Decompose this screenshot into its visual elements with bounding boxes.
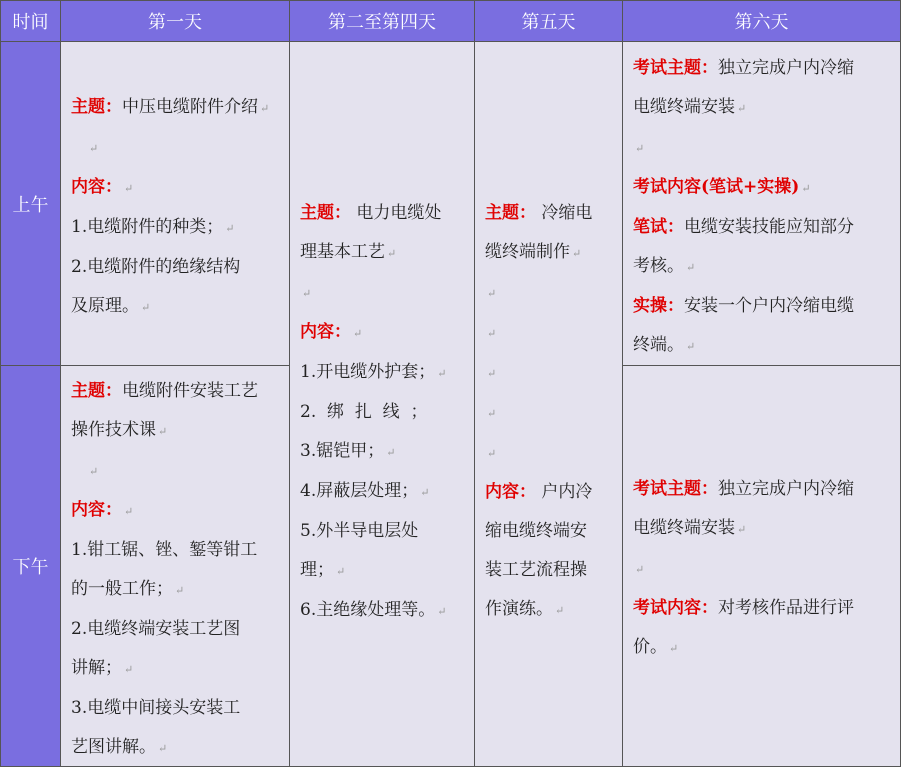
day6-pm-topic-b: 电缆终端安装: [633, 518, 735, 538]
header-day2to4-label: 第二至第四天: [328, 12, 436, 33]
paragraph-mark: ↵: [420, 486, 430, 499]
paragraph-mark: ↵: [669, 642, 679, 655]
paragraph-mark: ↵: [737, 523, 747, 536]
day5-content-c: 装工艺流程操: [485, 560, 587, 580]
day1-pm-item2b-text: 讲解；: [71, 658, 122, 678]
paragraph-mark: ↵: [141, 301, 151, 314]
day2to4-item4: [300, 472, 466, 512]
day6-am-written-line2: [633, 247, 892, 287]
day1-am-item1: [71, 208, 281, 248]
day1-pm-item1b: [71, 570, 281, 610]
paragraph-mark: ↵: [336, 565, 346, 578]
day6-pm-content-a: 对考核作品进行评: [718, 598, 854, 618]
day2to4-item1-text: 1.开电缆外护套；: [300, 362, 436, 382]
day1-am-topic-line: [71, 88, 281, 128]
day6-afternoon-cell: [622, 365, 901, 767]
day2to4-topic-text-b: 理基本工艺: [300, 242, 385, 262]
paragraph-mark: ↵: [737, 102, 747, 115]
day5-cell: [474, 41, 623, 767]
paragraph-mark: ↵: [302, 287, 312, 300]
day5-topic-line2: [485, 233, 614, 273]
paragraph-mark: ↵: [158, 425, 168, 438]
day6-am-topic-line2: [633, 88, 892, 128]
day1-am-item2a: [71, 248, 281, 287]
header-day6-label: 第六天: [734, 12, 789, 33]
paragraph-mark: ↵: [89, 465, 99, 478]
day5-topic-text-b: 缆终端制作: [485, 242, 570, 262]
paragraph-mark: ↵: [635, 142, 645, 155]
day6-pm-topic-line2: [633, 509, 892, 549]
day5-topic-line: [485, 194, 614, 233]
paragraph-mark: ↵: [386, 446, 396, 459]
day5-content-d: 作演练。: [485, 599, 553, 619]
paragraph-mark: ↵: [175, 584, 185, 597]
day2to4-topic-text-a: 电力电缆处: [356, 203, 442, 223]
day6-am-written-label: 笔试：: [633, 217, 684, 237]
header-day6: [622, 0, 901, 42]
day1-pm-item1a-text: 1.钳工锯、锉、錾等钳工: [71, 540, 258, 560]
day6-pm-topic-a: 独立完成户内冷缩: [718, 479, 854, 499]
day1-pm-content-label: 内容：: [71, 500, 122, 520]
day1-am-content-label: 内容：: [71, 177, 122, 197]
paragraph-mark: ↵: [124, 663, 134, 676]
day1-morning-cell: [60, 41, 290, 366]
paragraph-mark: ↵: [387, 247, 397, 260]
paragraph-mark: ↵: [555, 604, 565, 617]
header-time-label: 时间: [12, 12, 49, 33]
day5-blank-2: [485, 313, 614, 353]
row-morning: [0, 41, 61, 366]
day5-blank-1: [485, 273, 614, 313]
paragraph-mark: ↵: [124, 182, 134, 195]
day6-am-content-line: [633, 168, 892, 208]
day1-pm-item3b-text: 艺图讲解。: [71, 737, 156, 757]
day5-content-line3: [485, 551, 614, 590]
day6-pm-content-line2: [633, 628, 892, 668]
day2to4-item3: [300, 432, 466, 472]
header-day1-label: 第一天: [148, 12, 202, 33]
paragraph-mark: ↵: [635, 563, 645, 576]
day6-pm-content-label: 考试内容：: [633, 598, 718, 618]
day5-blank-4: [485, 393, 614, 433]
day1-am-topic-text: 中压电缆附件介绍: [122, 97, 258, 117]
day5-topic-text-a: 冷缩电: [541, 203, 593, 223]
day5-content-label: 内容：: [485, 482, 536, 502]
paragraph-mark: ↵: [89, 142, 99, 155]
day1-pm-topic-text-a: 电缆附件安装工艺: [122, 381, 258, 401]
day6-am-practical-b: 终端。: [633, 335, 684, 355]
header-day2to4: [289, 0, 475, 42]
day6-am-practical-line2: [633, 326, 892, 366]
day2to4-cell: [289, 41, 475, 767]
header-time: [0, 0, 61, 42]
day6-am-practical-label: 实操：: [633, 296, 684, 316]
day2to4-topic-line: [300, 194, 466, 233]
day6-am-topic-line: [633, 49, 892, 88]
day6-am-written-a: 电缆安装技能应知部分: [684, 217, 854, 237]
paragraph-mark: ↵: [487, 327, 497, 340]
day2to4-content-label: 内容：: [300, 322, 351, 342]
day6-morning-cell: [622, 41, 901, 366]
row-afternoon: [0, 365, 61, 767]
paragraph-mark: ↵: [487, 447, 497, 460]
day5-topic-label: 主题：: [485, 203, 536, 223]
day1-pm-item2a: [71, 610, 281, 649]
day6-am-practical-a: 安装一个户内冷缩电缆: [684, 296, 854, 316]
paragraph-mark: ↵: [487, 287, 497, 300]
day2to4-topic-line2: [300, 233, 466, 273]
day2to4-item5b-text: 理；: [300, 560, 334, 580]
row-morning-label: 上午: [12, 194, 49, 216]
day2to4-item6: [300, 591, 466, 631]
day6-pm-content-b: 价。: [633, 637, 667, 657]
day1-pm-topic-line: [71, 372, 281, 411]
day5-content-line4: [485, 590, 614, 630]
day2to4-item4-text: 4.屏蔽层处理；: [300, 481, 419, 501]
day1-pm-blank-line: [71, 451, 281, 491]
day1-pm-topic-label: 主题：: [71, 381, 122, 401]
day6-am-topic-a: 独立完成户内冷缩: [718, 58, 854, 78]
day6-am-topic-b: 电缆终端安装: [633, 97, 735, 117]
day1-pm-item2b: [71, 649, 281, 689]
paragraph-mark: ↵: [686, 261, 696, 274]
day2to4-item6-text: 6.主绝缘处理等。: [300, 600, 436, 620]
day6-am-written-b: 考核。: [633, 256, 684, 276]
paragraph-mark: ↵: [487, 407, 497, 420]
day2to4-item2: [300, 393, 466, 432]
day1-pm-item1a: [71, 531, 281, 570]
paragraph-mark: ↵: [260, 102, 270, 115]
day1-am-item2a-text: 2.电缆附件的绝缘结构: [71, 257, 241, 277]
day1-pm-topic-text-b: 操作技术课: [71, 420, 156, 440]
day1-pm-item2a-text: 2.电缆终端安装工艺图: [71, 619, 241, 639]
day5-content-line: [485, 473, 614, 512]
paragraph-mark: ↵: [437, 605, 447, 618]
day6-am-practical-line: [633, 287, 892, 326]
day6-am-written-line: [633, 208, 892, 247]
day6-pm-content-line: [633, 589, 892, 628]
day2to4-item1: [300, 353, 466, 393]
day6-am-blank: [633, 128, 892, 168]
paragraph-mark: ↵: [353, 327, 363, 340]
day5-content-b: 缩电缆终端安: [485, 521, 587, 541]
day2to4-item5a-text: 5.外半导电层处: [300, 521, 419, 541]
paragraph-mark: ↵: [158, 742, 168, 755]
day2to4-topic-label: 主题：: [300, 203, 351, 223]
paragraph-mark: ↵: [437, 367, 447, 380]
day6-am-topic-label: 考试主题：: [633, 58, 718, 78]
day1-am-item2b-text: 及原理。: [71, 296, 139, 316]
day1-am-item1-text: 1.电缆附件的种类；: [71, 217, 224, 237]
day2to4-item5a: [300, 512, 466, 551]
paragraph-mark: ↵: [686, 340, 696, 353]
day1-am-content-line: [71, 168, 281, 208]
day1-am-blank-line: [71, 128, 281, 168]
paragraph-mark: ↵: [487, 367, 497, 380]
day5-blank-5: [485, 433, 614, 473]
day1-pm-item3a: [71, 689, 281, 728]
day1-afternoon-cell: [60, 365, 290, 767]
day2to4-content-line: [300, 313, 466, 353]
paragraph-mark: ↵: [124, 505, 134, 518]
paragraph-mark: ↵: [225, 222, 235, 235]
row-afternoon-label: 下午: [12, 557, 49, 578]
day1-am-item2b: [71, 287, 281, 327]
day5-content-a: 户内冷: [541, 482, 593, 502]
day5-blank-3: [485, 353, 614, 393]
day6-am-content-label: 考试内容(笔试+实操): [633, 177, 800, 197]
day2to4-blank-line: [300, 273, 466, 313]
paragraph-mark: ↵: [572, 247, 582, 260]
day1-pm-content-line: [71, 491, 281, 531]
day1-pm-topic-line2: [71, 411, 281, 451]
day5-content-line2: [485, 512, 614, 551]
day6-pm-topic-line: [633, 470, 892, 509]
header-day1: [60, 0, 290, 42]
day2to4-item3-text: 3.锯铠甲；: [300, 441, 385, 461]
day1-pm-item1b-text: 的一般工作；: [71, 579, 173, 599]
day6-pm-topic-label: 考试主题：: [633, 479, 718, 499]
day1-pm-item3b: [71, 728, 281, 767]
paragraph-mark: ↵: [801, 182, 811, 195]
day2to4-item2-text: 2. 绑 扎 线 ；: [300, 402, 428, 422]
day1-am-topic-label: 主题：: [71, 97, 122, 117]
day2to4-item5b: [300, 551, 466, 591]
header-day5-label: 第五天: [521, 12, 576, 33]
header-day5: [474, 0, 623, 42]
day6-pm-blank: [633, 549, 892, 589]
day1-pm-item3a-text: 3.电缆中间接头安装工: [71, 698, 241, 718]
